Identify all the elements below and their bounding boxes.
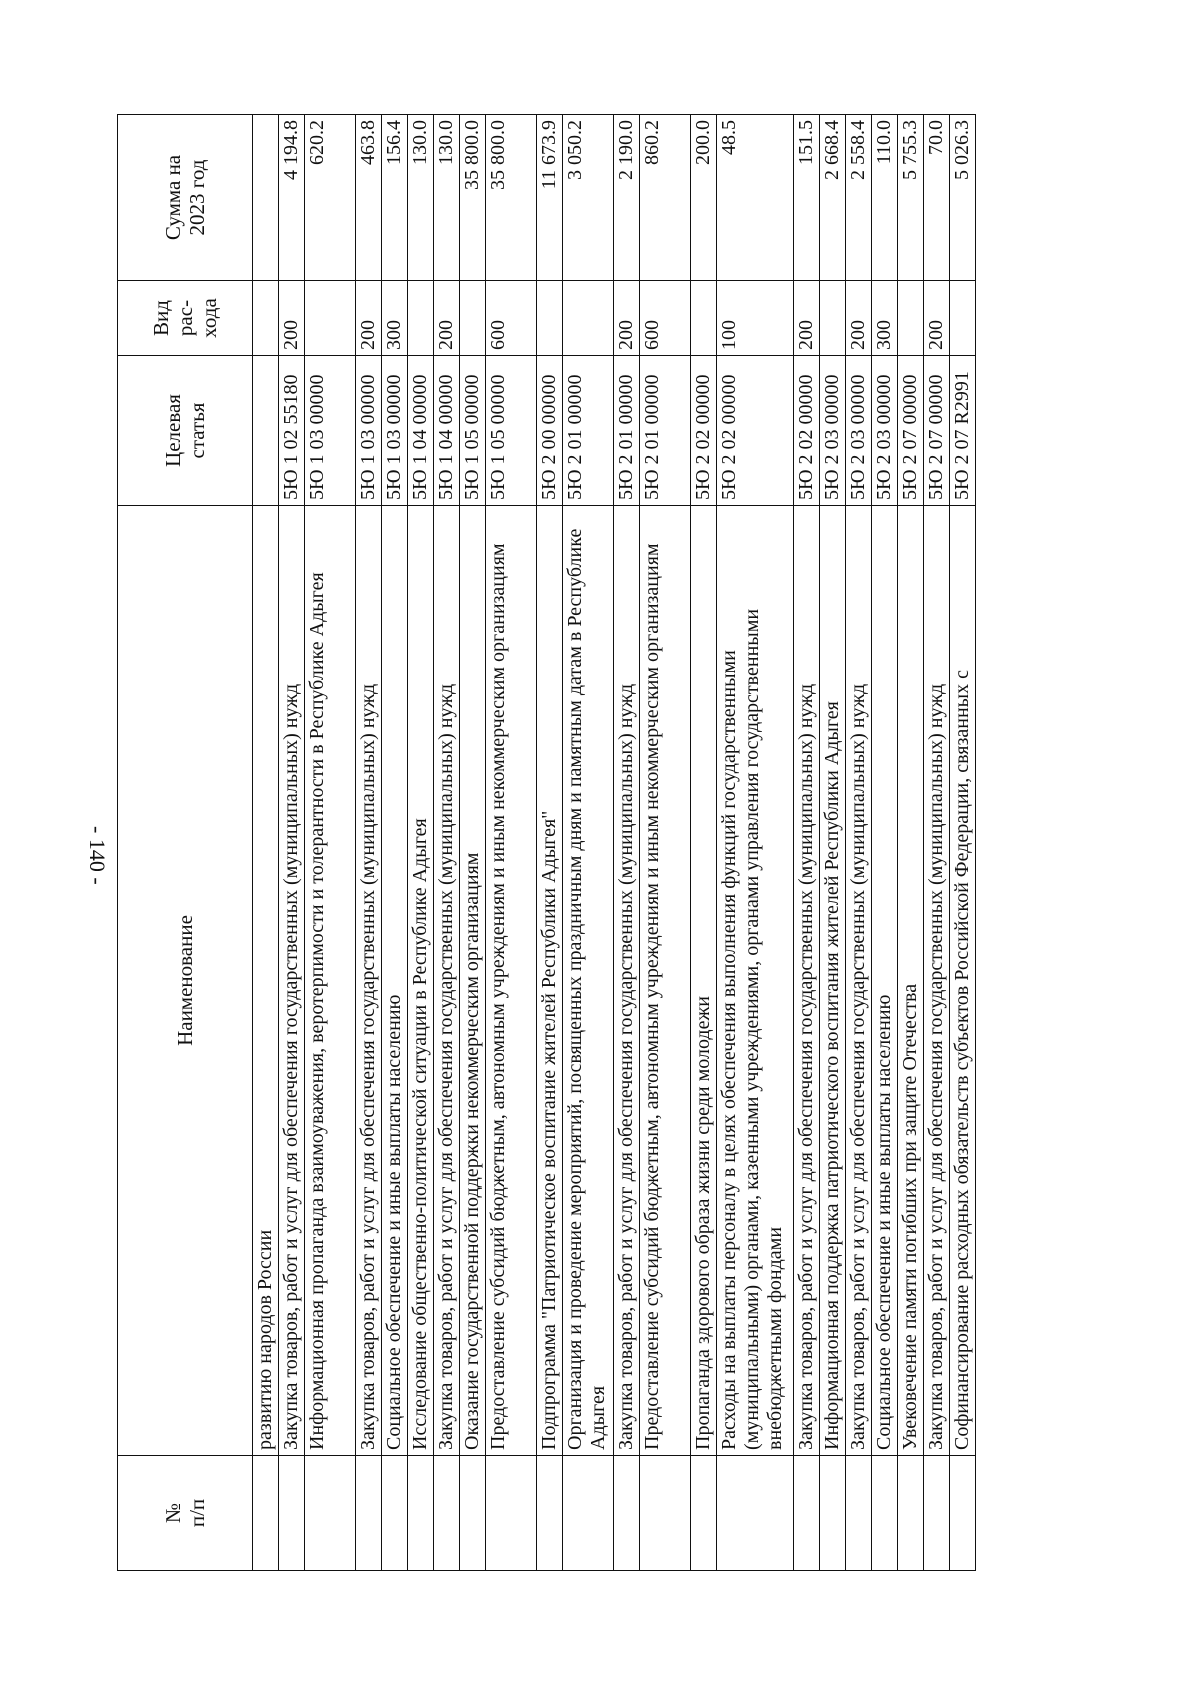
rotated-table-wrapper [117,115,1057,1571]
row-name-cell: Организация и проведение мероприятий, посвященных праздничным дням и памятным датам в Республике Адыгея [563,506,614,1456]
row-expense-type-cell: 200 [794,281,820,356]
row-number-cell [691,1456,717,1571]
row-target-article-cell: 5Ю 1 03 00000 [382,356,408,506]
row-target-article-cell [253,356,279,506]
table-row [382,115,408,1571]
row-target-article-cell: 5Ю 2 00 00000 [537,356,563,506]
row-sum-cell: 48.5 [717,115,794,281]
header-num: № п/п [118,1456,253,1571]
row-target-article-cell: 5Ю 1 04 00000 [434,356,460,506]
row-number-cell [872,1456,898,1571]
table-row [408,115,434,1571]
row-target-article-cell: 5Ю 1 05 00000 [460,356,486,506]
row-expense-type-cell: 300 [382,281,408,356]
header-sum: Сумма на 2023 год [118,115,253,281]
row-number-cell [537,1456,563,1571]
row-target-article-cell: 5Ю 2 02 00000 [794,356,820,506]
row-expense-type-cell: 100 [717,281,794,356]
table-row [305,115,356,1571]
table-row [924,115,950,1571]
header-target-article: Целевая статья [118,356,253,506]
row-expense-type-cell [460,281,486,356]
table-row [898,115,924,1571]
row-name-cell: Информационная пропаганда взаимоуважения, веротерпимости и толерантности в Республике Адыгея [305,506,356,1456]
row-sum-cell: 2 558.4 [846,115,872,281]
row-name-cell: Расходы на выплаты персоналу в целях обеспечения выполнения функций государственными (муниципальными) органами, казенными учреждениями, органами управления государственными внебюджетными фондами [717,506,794,1456]
row-name-cell: Пропаганда здорового образа жизни среди молодежи [691,506,717,1456]
row-number-cell [640,1456,691,1571]
row-expense-type-cell [563,281,614,356]
row-expense-type-cell [691,281,717,356]
row-sum-cell: 130.0 [434,115,460,281]
table-row [640,115,691,1571]
row-sum-cell: 110.0 [872,115,898,281]
row-number-cell [794,1456,820,1571]
row-target-article-cell: 5Ю 2 02 00000 [691,356,717,506]
row-number-cell [950,1456,976,1571]
row-number-cell [253,1456,279,1571]
row-number-cell [460,1456,486,1571]
row-sum-cell: 156.4 [382,115,408,281]
row-target-article-cell: 5Ю 2 01 00000 [614,356,640,506]
row-sum-cell: 35 800.0 [486,115,537,281]
row-name-cell: Закупка товаров, работ и услуг для обеспечения государственных (муниципальных) нужд [279,506,305,1456]
table-row [279,115,305,1571]
row-name-cell: Предоставление субсидий бюджетным, автономным учреждениям и иным некоммерческим организациям [640,506,691,1456]
table-body [253,115,976,1571]
row-name-cell: Предоставление субсидий бюджетным, автономным учреждениям и иным некоммерческим организациям [486,506,537,1456]
row-sum-cell: 130.0 [408,115,434,281]
row-expense-type-cell: 200 [924,281,950,356]
row-name-cell: Исследование общественно-политической ситуации в Республике Адыгея [408,506,434,1456]
table-row [950,115,976,1571]
row-target-article-cell: 5Ю 2 07 00000 [898,356,924,506]
row-expense-type-cell: 300 [872,281,898,356]
row-sum-cell: 70.0 [924,115,950,281]
row-number-cell [279,1456,305,1571]
row-number-cell [846,1456,872,1571]
row-name-cell: Закупка товаров, работ и услуг для обеспечения государственных (муниципальных) нужд [794,506,820,1456]
row-sum-cell: 35 800.0 [460,115,486,281]
row-name-cell: Софинансирование расходных обязательств субъектов Российской Федерации, связанных с [950,506,976,1456]
row-expense-type-cell: 200 [434,281,460,356]
row-number-cell [924,1456,950,1571]
row-name-cell: Социальное обеспечение и иные выплаты населению [872,506,898,1456]
table-row [253,115,279,1571]
row-number-cell [563,1456,614,1571]
row-name-cell: Закупка товаров, работ и услуг для обеспечения государственных (муниципальных) нужд [356,506,382,1456]
row-sum-cell: 11 673.9 [537,115,563,281]
row-name-cell: Увековечение памяти погибших при защите Отечества [898,506,924,1456]
table-row [872,115,898,1571]
row-expense-type-cell: 200 [846,281,872,356]
row-number-cell [717,1456,794,1571]
table-row [486,115,537,1571]
row-sum-cell [253,115,279,281]
row-target-article-cell: 5Ю 2 01 00000 [563,356,614,506]
row-expense-type-cell: 600 [486,281,537,356]
row-number-cell [898,1456,924,1571]
row-target-article-cell: 5Ю 1 02 55180 [279,356,305,506]
row-name-cell: Закупка товаров, работ и услуг для обеспечения государственных (муниципальных) нужд [434,506,460,1456]
row-target-article-cell: 5Ю 1 04 00000 [408,356,434,506]
row-target-article-cell: 5Ю 2 07 R2991 [950,356,976,506]
row-sum-cell: 5 026.3 [950,115,976,281]
row-sum-cell: 3 050.2 [563,115,614,281]
row-number-cell [614,1456,640,1571]
row-number-cell [305,1456,356,1571]
row-target-article-cell: 5Ю 1 03 00000 [305,356,356,506]
row-expense-type-cell [537,281,563,356]
row-target-article-cell: 5Ю 2 03 00000 [872,356,898,506]
row-expense-type-cell [950,281,976,356]
header-name: Наименование [118,506,253,1456]
row-number-cell [486,1456,537,1571]
row-expense-type-cell: 600 [640,281,691,356]
table-row [614,115,640,1571]
table-row [794,115,820,1571]
table-row [717,115,794,1571]
row-name-cell: Информационная поддержка патриотического воспитания жителей Республики Адыгея [820,506,846,1456]
header-expense-type: Вид рас- хода [118,281,253,356]
row-name-cell: развитию народов России [253,506,279,1456]
row-target-article-cell: 5Ю 2 03 00000 [846,356,872,506]
row-number-cell [434,1456,460,1571]
row-sum-cell: 463.8 [356,115,382,281]
page-number: - 140 - [85,826,110,885]
row-number-cell [356,1456,382,1571]
row-sum-cell: 620.2 [305,115,356,281]
row-expense-type-cell [898,281,924,356]
row-target-article-cell: 5Ю 1 05 00000 [486,356,537,506]
table-row [846,115,872,1571]
row-name-cell: Закупка товаров, работ и услуг для обеспечения государственных (муниципальных) нужд [924,506,950,1456]
row-sum-cell: 200.0 [691,115,717,281]
row-target-article-cell: 5Ю 2 01 00000 [640,356,691,506]
table-row [820,115,846,1571]
row-expense-type-cell: 200 [614,281,640,356]
row-expense-type-cell: 200 [279,281,305,356]
row-name-cell: Социальное обеспечение и иные выплаты населению [382,506,408,1456]
header-row [118,115,253,1571]
row-target-article-cell: 5Ю 2 03 00000 [820,356,846,506]
row-sum-cell: 2 190.0 [614,115,640,281]
row-name-cell: Закупка товаров, работ и услуг для обеспечения государственных (муниципальных) нужд [846,506,872,1456]
table-row [434,115,460,1571]
row-name-cell: Оказание государственной поддержки некоммерческим организациям [460,506,486,1456]
row-expense-type-cell [305,281,356,356]
row-name-cell: Подпрограмма "Патриотическое воспитание жителей Республики Адыгея" [537,506,563,1456]
row-number-cell [382,1456,408,1571]
row-number-cell [820,1456,846,1571]
row-sum-cell: 4 194.8 [279,115,305,281]
budget-table [117,114,976,1571]
row-sum-cell: 151.5 [794,115,820,281]
row-expense-type-cell [820,281,846,356]
table-row [356,115,382,1571]
table-row [537,115,563,1571]
row-expense-type-cell: 200 [356,281,382,356]
row-expense-type-cell [253,281,279,356]
table-row [460,115,486,1571]
row-name-cell: Закупка товаров, работ и услуг для обеспечения государственных (муниципальных) нужд [614,506,640,1456]
row-target-article-cell: 5Ю 1 03 00000 [356,356,382,506]
row-target-article-cell: 5Ю 2 07 00000 [924,356,950,506]
row-sum-cell: 2 668.4 [820,115,846,281]
row-sum-cell: 5 755.3 [898,115,924,281]
row-target-article-cell: 5Ю 2 02 00000 [717,356,794,506]
row-sum-cell: 860.2 [640,115,691,281]
row-number-cell [408,1456,434,1571]
row-expense-type-cell [408,281,434,356]
table-row [691,115,717,1571]
table-row [563,115,614,1571]
